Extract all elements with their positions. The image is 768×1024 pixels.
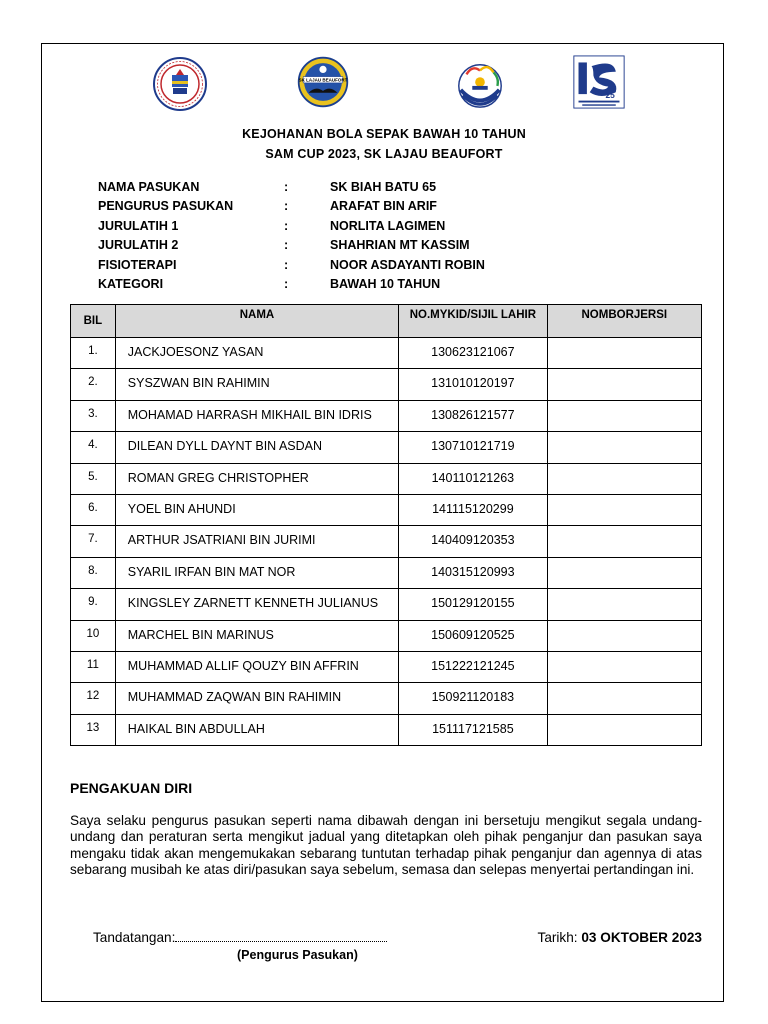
info-key: PENGURUS PASUKAN [98, 199, 234, 214]
team-info [98, 180, 658, 296]
info-key: JURULATIH 2 [98, 238, 179, 253]
row-mykid: 150609120525 [399, 620, 547, 651]
row-mykid: 151117121585 [399, 714, 547, 745]
row-jersi [547, 463, 701, 494]
row-nama: MUHAMMAD ALLIF QOUZY BIN AFFRIN [115, 651, 398, 682]
info-separator: : [284, 238, 289, 253]
info-separator: : [284, 218, 289, 233]
signature-line [93, 930, 387, 945]
row-mykid: 151222121245 [399, 651, 547, 682]
row-bil: 2. [71, 369, 116, 400]
row-bil: 6. [71, 494, 116, 525]
row-bil: 10 [71, 620, 116, 651]
info-key: JURULATIH 1 [98, 218, 179, 233]
logo-text: SK LAJAU BEAUFORT [298, 77, 348, 83]
row-mykid: 130710121719 [399, 432, 547, 463]
row-bil: 13 [71, 714, 116, 745]
row-bil: 12 [71, 683, 116, 714]
declaration-text: Saya selaku pengurus pasukan seperti nama dibawah dengan ini bersetuju mengikut segala undang-undang dan peraturan serta mengikut jadual yang ditetapkan oleh pihak penganjur dan pasukan saya mengaku tidak akan mengemukakan sebarang tuntutan terhadap pihak penganjur dan agennya di atas sebarang musibah ke atas diri/pasukan saya sebelum, semasa dan selepas menyertai pertandingan ini. [70, 813, 702, 878]
table-row [71, 432, 702, 463]
date-label: Tarikh: [537, 930, 578, 945]
table-row [71, 369, 702, 400]
signer-role: (Pengurus Pasukan) [237, 948, 358, 962]
kementerian-belia-sukan-logo [153, 57, 207, 111]
info-separator: : [284, 257, 289, 272]
row-jersi [547, 714, 701, 745]
table-row [71, 557, 702, 588]
row-nama: HAIKAL BIN ABDULLAH [115, 714, 398, 745]
info-value: ARAFAT BIN ARIF [330, 199, 437, 214]
row-nama: ARTHUR JSATRIANI BIN JURIMI [115, 526, 398, 557]
row-bil: 4. [71, 432, 116, 463]
row-nama: JACKJOESONZ YASAN [115, 338, 398, 369]
info-value: SK BIAH BATU 65 [330, 180, 437, 194]
table-row [71, 651, 702, 682]
row-jersi [547, 494, 701, 525]
table-row [71, 620, 702, 651]
table-row [71, 714, 702, 745]
row-nama: ROMAN GREG CHRISTOPHER [115, 463, 398, 494]
logo-text: 25 [605, 89, 615, 100]
row-nama: MUHAMMAD ZAQWAN BIN RAHIMIN [115, 683, 398, 714]
info-value: NOOR ASDAYANTI ROBIN [330, 257, 485, 272]
row-bil: 11 [71, 651, 116, 682]
row-bil: 5. [71, 463, 116, 494]
row-nama: SYARIL IRFAN BIN MAT NOR [115, 557, 398, 588]
row-bil: 8. [71, 557, 116, 588]
row-jersi [547, 651, 701, 682]
row-nama: DILEAN DYLL DAYNT BIN ASDAN [115, 432, 398, 463]
row-bil: 1. [71, 338, 116, 369]
ppd-logo [453, 57, 507, 111]
event-title: KEJOHANAN BOLA SEPAK BAWAH 10 TAHUN [242, 127, 526, 141]
row-nama: MARCHEL BIN MARINUS [115, 620, 398, 651]
table-row [71, 683, 702, 714]
row-mykid: 140110121263 [399, 463, 547, 494]
row-bil: 3. [71, 400, 116, 431]
row-mykid: 130623121067 [399, 338, 547, 369]
row-mykid: 140315120993 [399, 557, 547, 588]
row-jersi [547, 526, 701, 557]
row-mykid: 150921120183 [399, 683, 547, 714]
info-separator: : [284, 180, 289, 194]
date-value: 03 OKTOBER 2023 [581, 930, 702, 945]
row-bil: 9. [71, 589, 116, 620]
row-bil: 7. [71, 526, 116, 557]
info-row [98, 199, 658, 218]
row-jersi [547, 589, 701, 620]
info-value: BAWAH 10 TAHUN [330, 276, 441, 291]
row-nama: YOEL BIN AHUNDI [115, 494, 398, 525]
logo-row [0, 55, 768, 115]
row-jersi [547, 620, 701, 651]
info-row [98, 219, 658, 238]
row-nama: MOHAMAD HARRASH MIKHAIL BIN IDRIS [115, 400, 398, 431]
row-mykid: 141115120299 [399, 494, 547, 525]
row-jersi [547, 557, 701, 588]
info-row [98, 238, 658, 257]
info-row [98, 277, 658, 296]
info-value: NORLITA LAGIMEN [330, 218, 446, 233]
table-header-row [71, 305, 702, 338]
info-value: SHAHRIAN MT KASSIM [330, 238, 470, 253]
info-key: NAMA PASUKAN [98, 180, 200, 194]
row-jersi [547, 338, 701, 369]
table-row [71, 338, 702, 369]
player-table [70, 304, 702, 746]
signature-field[interactable] [175, 930, 387, 942]
header-bil: BIL [71, 305, 116, 338]
declaration-title: PENGAKUAN DIRI [70, 780, 193, 796]
info-key: FISIOTERAPI [98, 257, 177, 272]
row-jersi [547, 683, 701, 714]
event-subtitle: SAM CUP 2023, SK LAJAU BEAUFORT [265, 147, 503, 161]
info-key: KATEGORI [98, 276, 164, 291]
school-sports-25-logo [572, 55, 626, 109]
row-nama: SYSZWAN BIN RAHIMIN [115, 369, 398, 400]
info-separator: : [284, 276, 289, 291]
header-nama: NAMA [115, 305, 398, 338]
row-mykid: 150129120155 [399, 589, 547, 620]
table-row [71, 400, 702, 431]
row-nama: KINGSLEY ZARNETT KENNETH JULIANUS [115, 589, 398, 620]
date-line [538, 930, 702, 945]
info-separator: : [284, 199, 289, 214]
row-jersi [547, 432, 701, 463]
table-row [71, 494, 702, 525]
sk-lajau-beaufort-logo [296, 55, 350, 109]
row-mykid: 130826121577 [399, 400, 547, 431]
header-mykid: NO.MYKID/SIJIL LAHIR [399, 305, 547, 338]
row-jersi [547, 369, 701, 400]
info-row [98, 180, 658, 199]
header-jersi: NOMBORJERSI [547, 305, 701, 338]
row-mykid: 140409120353 [399, 526, 547, 557]
row-jersi [547, 400, 701, 431]
table-row [71, 463, 702, 494]
signature-label: Tandatangan: [93, 930, 176, 945]
table-row [71, 526, 702, 557]
table-row [71, 589, 702, 620]
info-row [98, 258, 658, 277]
row-mykid: 131010120197 [399, 369, 547, 400]
